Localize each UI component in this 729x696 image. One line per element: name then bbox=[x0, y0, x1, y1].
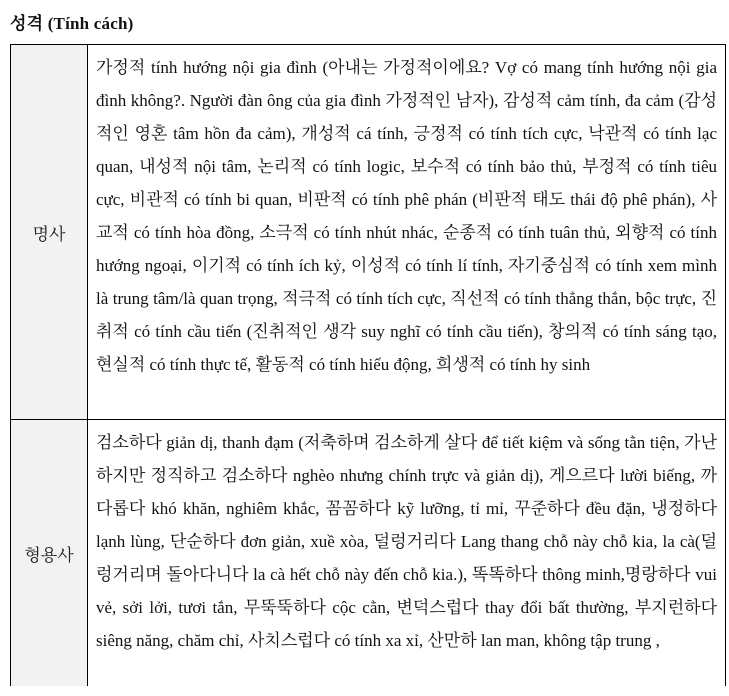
table-row-nouns bbox=[11, 45, 726, 420]
table-row-adjectives bbox=[11, 420, 726, 687]
section-title: 성격 (Tính cách) bbox=[10, 14, 134, 33]
row-content-adjectives: 검소하다 giản dị, thanh đạm (저축하며 검소하게 살다 để tiết kiệm và sống tằn tiện, 가난하지만 정직하고 검소하다 nghèo nhưng chính trực và giản dị), 게으르다 lười biếng, 까다롭다 khó khăn, nghiêm khắc, 꼼꼼하다 kỹ lưỡng, tỉ mỉ, 꾸준하다 đều đặn, 냉정하다 lạnh lùng, 단순하다 đơn giản, xuề xòa, 덜렁거리다 Lang thang chỗ này chỗ kia, la cà(덜렁거리며 돌아다니다 la cà hết chỗ này đến chỗ kia.), 똑똑하다 thông minh,명랑하다 vui vẻ, sởi lởi, tươi tắn, 무뚝뚝하다 cộc cằn, 변덕스럽다 thay đổi bất thường, 부지런하다 siêng năng, chăm chỉ, 사치스럽다 có tính xa xỉ, 산만하 lan man, không tập trung , bbox=[88, 420, 726, 687]
vocabulary-table bbox=[10, 44, 726, 686]
row-content-nouns: 가정적 tính hướng nội gia đình (아내는 가정적이에요? Vợ có mang tính hướng nội gia đình không?. Người đàn ông của gia đình 가정적인 남자), 감성적 cảm tính, đa cảm (감성적인 영혼 tâm hồn đa cảm), 개성적 cá tính, 긍정적 có tính tích cực, 낙관적 có tính lạc quan, 내성적 nội tâm, 논리적 có tính logic, 보수적 có tính bảo thủ, 부정적 có tính tiêu cực, 비관적 có tính bi quan, 비판적 có tính phê phán (비판적 태도 thái độ phê phán), 사교적 có tính hòa đồng, 소극적 có tính nhút nhác, 순종적 có tính tuân thủ, 외향적 có tính hướng ngoại, 이기적 có tính ích kỷ, 이성적 có tính lí tính, 자기중심적 có tính xem mình là trung tâm/là quan trọng, 적극적 có tính tích cực, 직선적 có tính thẳng thắn, bộc trực, 진취적 có tính cầu tiến (진취적인 생각 suy nghĩ có tính cầu tiến), 창의적 có tính sáng tạo, 현실적 có tính thực tế, 활동적 có tính hiếu động, 희생적 có tính hy sinh bbox=[88, 45, 726, 420]
row-label-adjectives: 형용사 bbox=[11, 420, 88, 687]
row-label-nouns: 명사 bbox=[11, 45, 88, 420]
